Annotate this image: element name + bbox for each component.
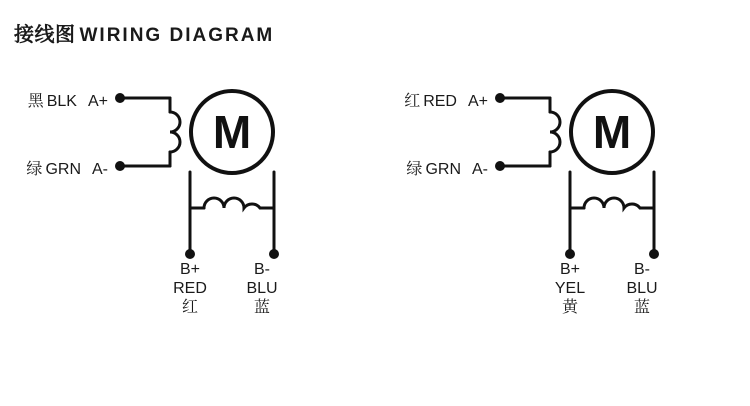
page-title-chinese: 接线图: [14, 24, 76, 46]
terminal-color-code: GRN: [425, 161, 461, 178]
coil-b: [584, 198, 640, 208]
terminal-label-b-minus-right: [607, 260, 677, 317]
terminal-name: B-: [254, 261, 270, 278]
terminal-label-a-plus-right: [404, 88, 488, 111]
terminal-color-cn: 绿: [406, 161, 423, 178]
terminal-label-b-plus-left: [155, 260, 225, 317]
terminal-dot-a-plus: [115, 93, 125, 103]
terminal-color-code: RED: [423, 93, 457, 110]
coil-a: [170, 112, 180, 152]
terminal-dot-b-minus: [269, 249, 279, 259]
terminal-dot-a-plus: [495, 93, 505, 103]
motor-label-left: M: [212, 106, 252, 158]
page-title-english: WIRING DIAGRAM: [79, 25, 275, 46]
terminal-label-a-plus-left: [28, 88, 108, 111]
terminal-label-b-minus-left: [227, 260, 297, 317]
terminal-color-cn: 蓝: [633, 299, 650, 316]
terminal-name: B-: [634, 261, 650, 278]
terminal-dot-a-minus: [115, 161, 125, 171]
terminal-color-code: BLU: [626, 280, 658, 297]
wiring-diagram-left: [0, 60, 340, 350]
terminal-color-cn: 红: [404, 93, 421, 110]
terminal-dot-b-minus: [649, 249, 659, 259]
terminal-name: A+: [467, 93, 488, 110]
terminal-label-a-minus-right: [406, 156, 488, 179]
terminal-dot-b-plus: [565, 249, 575, 259]
terminal-name: B+: [559, 261, 580, 278]
terminal-color-code: GRN: [45, 161, 81, 178]
terminal-name: A+: [87, 93, 108, 110]
terminal-label-a-minus-left: [26, 156, 108, 179]
terminal-label-b-plus-right: [535, 260, 605, 317]
terminal-color-cn: 绿: [26, 161, 43, 178]
terminal-dot-a-minus: [495, 161, 505, 171]
terminal-name: A-: [472, 161, 488, 178]
terminal-name: B+: [179, 261, 200, 278]
terminal-color-code: RED: [173, 280, 207, 297]
terminal-color-code: BLU: [246, 280, 278, 297]
terminal-color-cn: 蓝: [253, 299, 270, 316]
terminal-dot-b-plus: [185, 249, 195, 259]
terminal-name: A-: [92, 161, 108, 178]
terminal-color-code: BLK: [46, 93, 77, 110]
page-title: [14, 18, 274, 47]
terminal-color-cn: 黑: [27, 93, 44, 110]
coil-a: [550, 112, 560, 152]
terminal-color-cn: 红: [181, 299, 198, 316]
wiring-diagram-right: [380, 60, 720, 350]
terminal-color-code: YEL: [554, 280, 586, 297]
motor-label-right: M: [592, 106, 632, 158]
terminal-color-cn: 黄: [561, 299, 578, 316]
coil-b: [204, 198, 260, 208]
